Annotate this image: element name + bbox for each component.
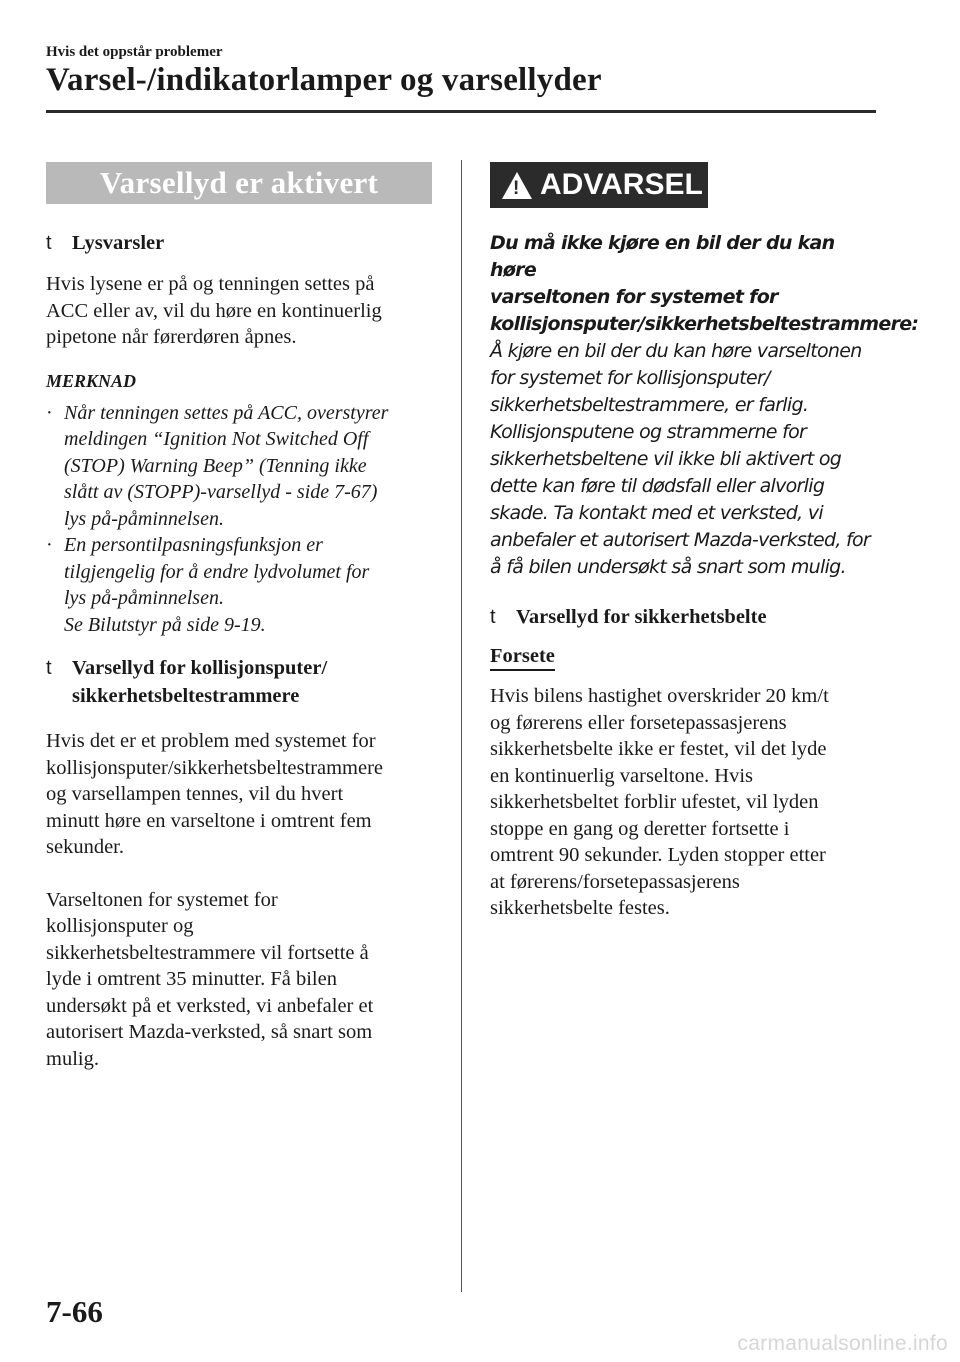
seatbelt-heading xyxy=(490,603,880,631)
seatbelt-heading-text: Varsellyd for sikkerhetsbelte xyxy=(516,606,767,628)
header-divider xyxy=(46,110,876,113)
bullet-marker-icon: t xyxy=(490,606,496,628)
section-title: Varsellyd er aktivert xyxy=(99,165,379,200)
seatbelt-paragraph: Hvis bilens hastighet overskrider 20 km/t og førerens eller forsetepassasjerens sikkerhetsbelte ikke er festet, vil det lyde en kontinuerlig varseltone. Hvis sikkerhetsbeltet forblir ufestet, vil lyden stoppe en gang og deretter fortsette i omtrent 90 sekunder. Lyden stopper etter at førerens/forsetepassasjerens sikkerhetsbelte festes. xyxy=(490,685,829,919)
warning-label: ADVARSEL xyxy=(540,168,703,201)
warning-triangle-icon: ! xyxy=(502,172,532,199)
page-title: Varsel-/indikatorlamper og varsellyder xyxy=(46,62,602,98)
warning-text: Du må ikke kjøre en bil der du kan høre varseltonen for systemet for kollisjonsputer/sikkerhetsbeltestrammere: Å kjøre en bil der du kan høre varseltonen for systemet for kollisjonsputer/ sikkerhetsbeltestrammere, er farlig. Kollisjonsputene og strammerne for sikkerhetsbeltene vil ikke bli aktivert og dette kan føre til dødsfall eller alvorlig skade. Ta kontakt med et verksted, vi anbefaler et autorisert Mazda-verksted, for å få bilen undersøkt så snart som mulig. xyxy=(490,232,919,578)
right-column xyxy=(490,162,919,922)
lights-heading xyxy=(46,229,436,257)
watermark: carmanualsonline.info xyxy=(737,1332,948,1355)
airbag-heading: t Varsellyd for kollisjonsputer/ sikkerhetsbeltestrammere xyxy=(46,654,436,710)
front-seat-subheading: Forsete xyxy=(490,645,555,671)
warning-badge xyxy=(490,162,708,208)
bullet-marker-icon: t xyxy=(46,657,52,679)
lights-paragraph: Hvis lysene er på og tenningen settes på ACC eller av, vil du høre en kontinuerlig pipetone når førerdøren åpnes. xyxy=(46,273,382,348)
bullet-marker-icon: t xyxy=(46,232,52,254)
note-title: MERKNAD xyxy=(46,370,137,391)
bullet-dot-icon: · xyxy=(46,534,53,556)
column-divider xyxy=(461,160,462,1292)
airbag-paragraph-2: Varseltonen for systemet for kollisjonsputer og sikkerhetsbeltestrammere vil fortsette å lyde i omtrent 35 minutter. Få bilen undersøkt på et verksted, vi anbefaler et autorisert Mazda-verksted, så snart som mulig. xyxy=(46,888,374,1070)
section-title-banner xyxy=(46,162,432,204)
list-item: · En persontilpasningsfunksjon er tilgjengelig for å endre lydvolumet for lys på-påminnelsen. Se Bilutstyr på side 9-19. xyxy=(46,532,436,638)
page-number: 7-66 xyxy=(46,1294,103,1329)
front-seat-subheading-wrap xyxy=(490,645,880,671)
bullet-dot-icon: · xyxy=(46,401,53,424)
left-column xyxy=(46,162,436,1072)
lights-heading-text: Lysvarsler xyxy=(72,232,165,254)
note-list xyxy=(46,400,436,639)
chapter-label: Hvis det oppstår problemer xyxy=(46,44,223,60)
list-item: · Når tenningen settes på ACC, overstyrer meldingen “Ignition Not Switched Off (STOP) Warning Beep” (Tenning ikke slått av (STOPP)-varsellyd - side 7-67) lys på-påminnelsen. xyxy=(46,400,436,533)
airbag-paragraph-1: Hvis det er et problem med systemet for kollisjonsputer/sikkerhetsbeltestrammere og varsellampen tennes, vil du hvert minutt høre en varseltone i omtrent fem sekunder. xyxy=(46,730,384,858)
